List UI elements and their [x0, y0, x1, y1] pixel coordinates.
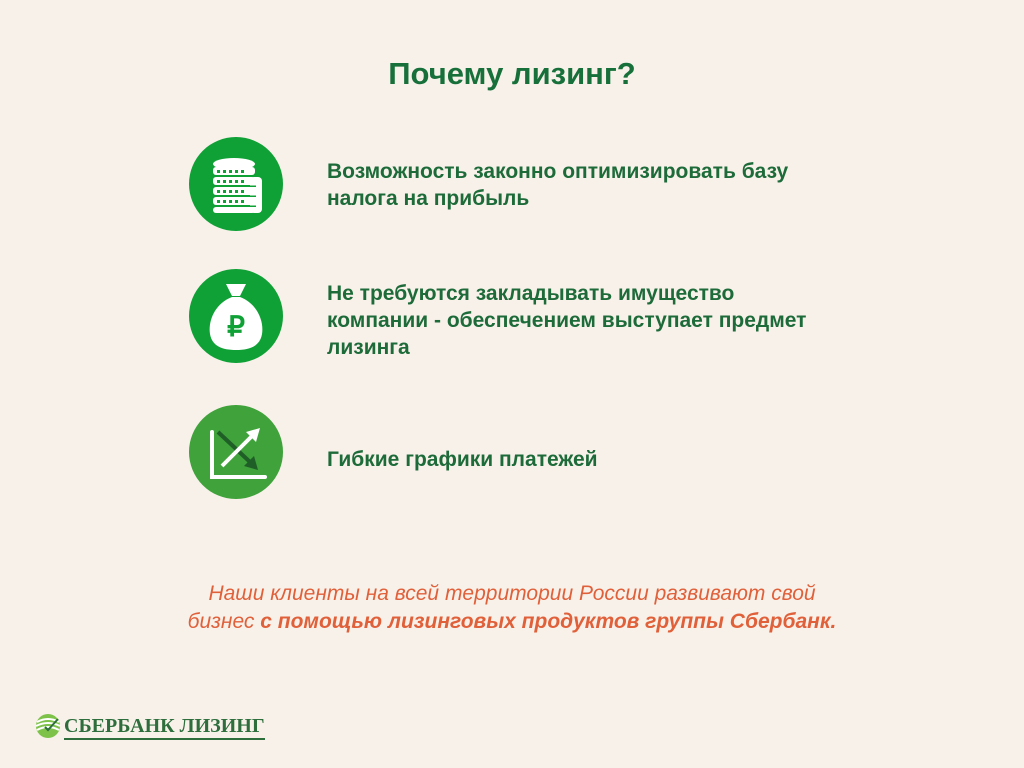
sberbank-logo-icon	[34, 712, 62, 740]
footer-bold-text: с помощью лизинговых продуктов группы Сбербанк.	[260, 610, 837, 633]
footer-statement	[0, 580, 1024, 636]
ruble-money-bag-icon	[188, 268, 284, 364]
benefit-text-no-collateral	[327, 280, 867, 361]
growth-chart-icon	[188, 404, 284, 500]
logo-text: СБЕРБАНК ЛИЗИНГ	[64, 715, 265, 740]
benefit-text-line: Возможность законно оптимизировать базу	[327, 160, 789, 183]
benefit-text-line: компании - обеспечением выступает предмет	[327, 309, 807, 332]
benefit-text-flexible-schedules	[327, 446, 867, 473]
benefit-text-line: налога на прибыль	[327, 187, 530, 210]
footer-line-2	[0, 608, 1024, 636]
benefit-text-line: Не требуются закладывать имущество	[327, 282, 735, 305]
benefit-text-line: Гибкие графики платежей	[327, 448, 598, 471]
svg-text:₽: ₽	[227, 311, 245, 342]
footer-line-1: Наши клиенты на всей территории России развивают свой	[208, 582, 816, 605]
benefit-text-line: лизинга	[327, 336, 410, 359]
page-title: Почему лизинг?	[388, 56, 636, 91]
coins-stack-icon	[188, 136, 284, 232]
benefit-text-tax	[327, 158, 867, 212]
footer-plain-text: бизнес	[187, 610, 261, 633]
